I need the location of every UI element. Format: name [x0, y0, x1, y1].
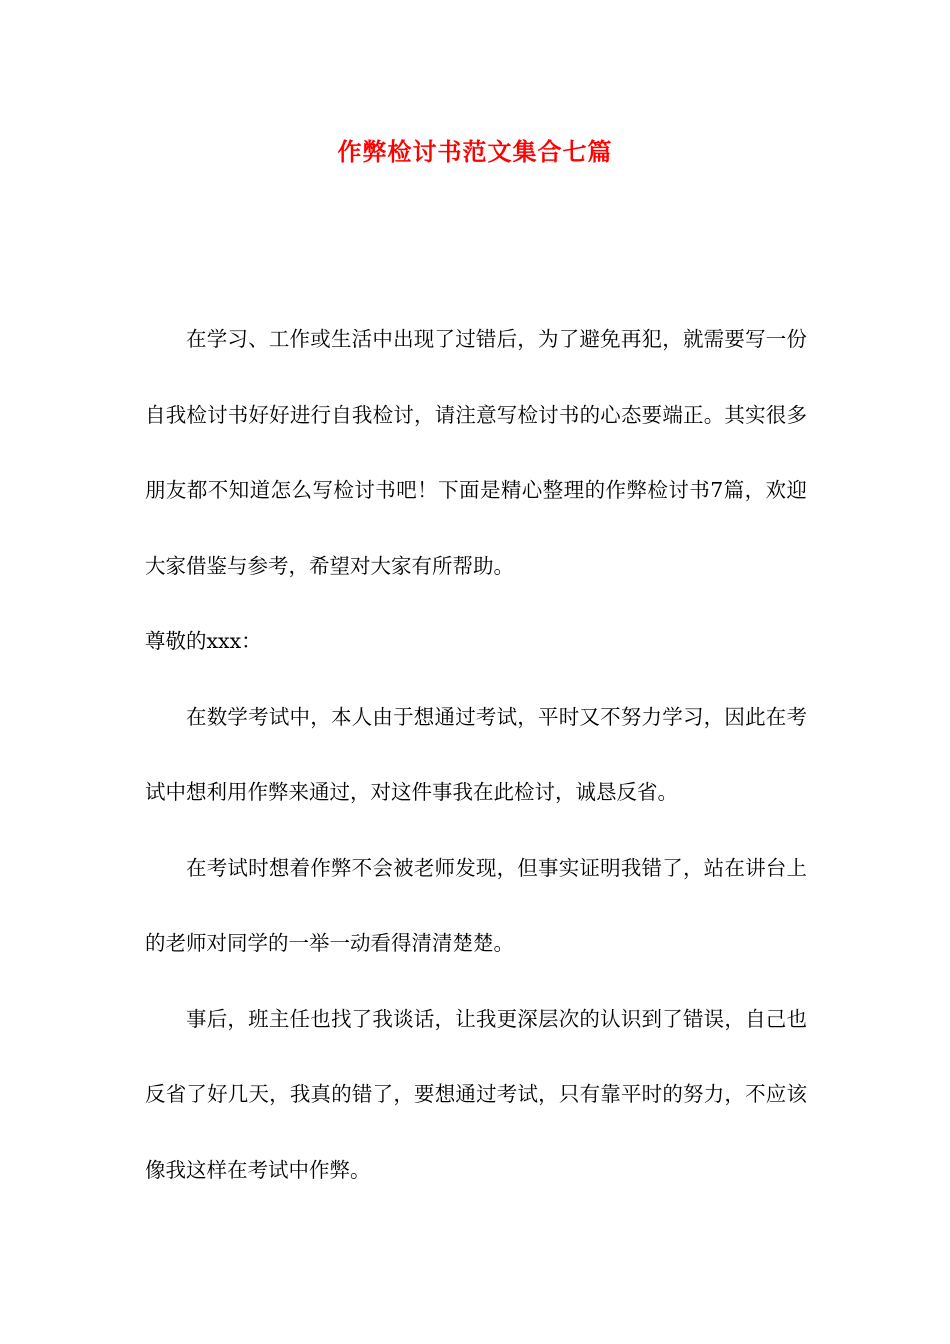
body-paragraph: 事后，班主任也找了我谈话，让我更深层次的认识到了错误，自己也反省了好几天，我真的错了，要想通过考试，只有靠平时的努力，不应该像我这样在考试中作弊。: [145, 1006, 807, 1182]
body-paragraph: 在考试时想着作弊不会被老师发现，但事实证明我错了，站在讲台上的老师对同学的一举一动看得清清楚楚。: [145, 855, 807, 955]
salutation: 尊敬的xxx：: [145, 629, 262, 653]
intro-paragraph: 在学习、工作或生活中出现了过错后，为了避免再犯，就需要写一份自我检讨书好好进行自我检讨，请注意写检讨书的心态要端正。其实很多朋友都不知道怎么写检讨书吧！下面是精心整理的作弊检讨书7篇，欢迎大家借鉴与参考，希望对大家有所帮助。: [145, 327, 807, 578]
document-title: 作弊检讨书范文集合七篇: [337, 137, 613, 166]
body-paragraph: 在数学考试中，本人由于想通过考试，平时又不努力学习，因此在考试中想利用作弊来通过，对这件事我在此检讨，诚恳反省。: [145, 704, 807, 804]
document-body: [145, 302, 807, 1208]
